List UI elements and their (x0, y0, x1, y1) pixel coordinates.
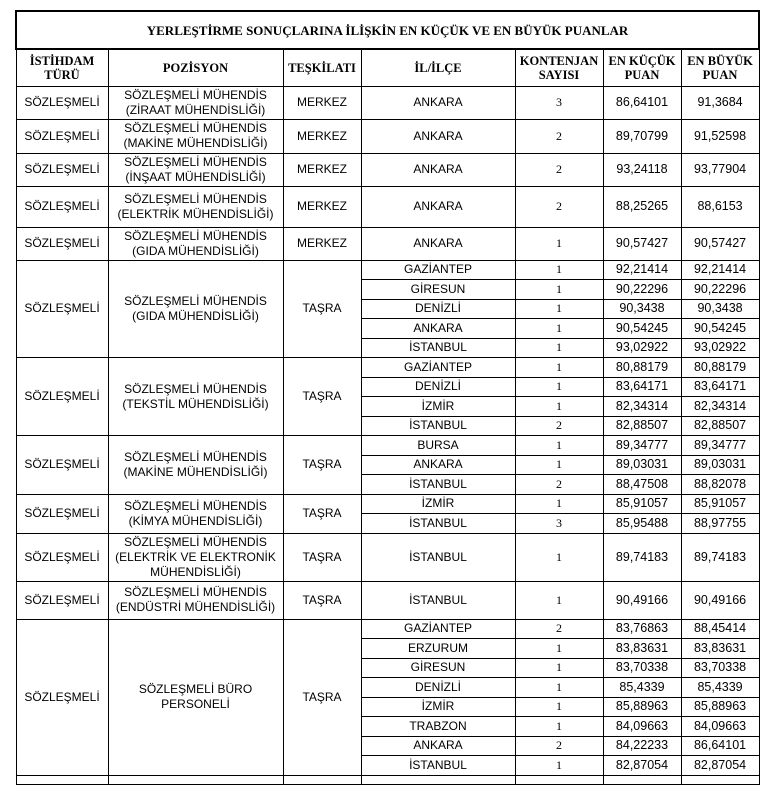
quota-cell: 2 (515, 416, 603, 436)
max-score-cell: 86,64101 (681, 736, 759, 756)
city-cell: İZMİR (361, 697, 515, 717)
quota-cell: 2 (515, 736, 603, 756)
table-row (16, 260, 759, 280)
position-cell (108, 186, 283, 227)
position-cell (108, 436, 283, 495)
employment-type-cell: SÖZLEŞMELİ (16, 186, 108, 227)
min-score-cell: 90,54245 (603, 319, 681, 339)
position-line: SÖZLEŞMELİ MÜHENDİS (124, 498, 267, 513)
quota-cell: 3 (515, 86, 603, 119)
min-score-cell: 85,95488 (603, 514, 681, 534)
organization-cell: MERKEZ (283, 86, 361, 119)
min-score-cell: 85,88963 (603, 697, 681, 717)
position-cell (108, 494, 283, 533)
quota-cell: 1 (515, 436, 603, 456)
position-line: (ELEKTRİK VE ELEKTRONİK (115, 549, 276, 564)
quota-cell: 3 (515, 514, 603, 534)
table-row (16, 533, 759, 581)
max-score-cell: 90,49166 (681, 581, 759, 619)
quota-cell: 1 (515, 260, 603, 280)
min-score-cell: 83,76863 (603, 619, 681, 639)
city-cell: ANKARA (361, 153, 515, 186)
max-score-cell: 88,6153 (681, 186, 759, 227)
min-score-cell: 89,70799 (603, 119, 681, 153)
table-row (16, 86, 759, 119)
min-score-cell: 83,83631 (603, 639, 681, 659)
city-cell: İZMİR (361, 494, 515, 514)
max-score-cell: 90,3438 (681, 299, 759, 319)
employment-type-cell: SÖZLEŞMELİ (16, 533, 108, 581)
city-cell: ANKARA (361, 736, 515, 756)
min-score-cell: 85,4339 (603, 678, 681, 698)
city-cell: GİRESUN (361, 658, 515, 678)
position-line: (GIDA MÜHENDİSLİĞİ) (132, 308, 259, 323)
max-score-cell: 83,83631 (681, 639, 759, 659)
table-row (16, 227, 759, 260)
max-score-cell: 88,97755 (681, 514, 759, 534)
city-cell: İSTANBUL (361, 338, 515, 358)
position-line: (GIDA MÜHENDİSLİĞİ) (132, 243, 259, 258)
position-line: SÖZLEŞMELİ MÜHENDİS (124, 154, 267, 169)
header-quota: KONTENJAN SAYISI (515, 49, 603, 86)
organization-cell: MERKEZ (283, 186, 361, 227)
position-line: SÖZLEŞMELİ MÜHENDİS (124, 449, 267, 464)
organization-cell: MERKEZ (283, 227, 361, 260)
max-score-cell: 91,52598 (681, 119, 759, 153)
min-score-cell: 88,47508 (603, 475, 681, 495)
quota-cell: 2 (515, 475, 603, 495)
position-line: MÜHENDİSLİĞİ) (150, 564, 241, 579)
quota-cell: 1 (515, 377, 603, 397)
max-score-cell: 83,64171 (681, 377, 759, 397)
header-employment-type: İSTİHDAM TÜRÜ (16, 49, 108, 86)
min-score-cell: 82,34314 (603, 397, 681, 417)
organization-cell: TAŞRA (283, 619, 361, 775)
organization-cell: TAŞRA (283, 358, 361, 436)
max-score-cell: 84,09663 (681, 717, 759, 737)
position-cell (108, 358, 283, 436)
table-row (16, 186, 759, 227)
min-score-cell: 86,64101 (603, 86, 681, 119)
employment-type-cell: SÖZLEŞMELİ (16, 436, 108, 495)
table-body (16, 86, 759, 775)
min-score-cell: 89,34777 (603, 436, 681, 456)
position-cell (108, 260, 283, 358)
position-cell (108, 119, 283, 153)
quota-cell: 1 (515, 280, 603, 300)
quota-cell: 1 (515, 299, 603, 319)
employment-type-cell: SÖZLEŞMELİ (16, 227, 108, 260)
quota-cell: 1 (515, 455, 603, 475)
table-row (16, 494, 759, 514)
quota-cell: 1 (515, 227, 603, 260)
min-score-cell: 90,22296 (603, 280, 681, 300)
city-cell: DENİZLİ (361, 299, 515, 319)
header-min-score: EN KÜÇÜK PUAN (603, 49, 681, 86)
header-organization: TEŞKİLATI (283, 49, 361, 86)
employment-type-cell: SÖZLEŞMELİ (16, 358, 108, 436)
max-score-cell: 80,88179 (681, 358, 759, 378)
position-line: SÖZLEŞMELİ MÜHENDİS (124, 191, 267, 206)
max-score-cell: 89,74183 (681, 533, 759, 581)
max-score-cell: 93,77904 (681, 153, 759, 186)
employment-type-cell: SÖZLEŞMELİ (16, 494, 108, 533)
quota-cell: 1 (515, 397, 603, 417)
city-cell: DENİZLİ (361, 678, 515, 698)
max-score-cell: 85,4339 (681, 678, 759, 698)
city-cell: İZMİR (361, 397, 515, 417)
organization-cell: TAŞRA (283, 581, 361, 619)
position-line: SÖZLEŞMELİ MÜHENDİS (124, 293, 267, 308)
quota-cell: 1 (515, 756, 603, 776)
min-score-cell: 90,49166 (603, 581, 681, 619)
min-score-cell: 83,70338 (603, 658, 681, 678)
header-city: İL/İLÇE (361, 49, 515, 86)
position-line: PERSONELİ (161, 697, 230, 711)
position-line: (ENDÜSTRİ MÜHENDİSLİĞİ) (115, 600, 276, 614)
quota-cell: 1 (515, 338, 603, 358)
city-cell: İSTANBUL (361, 416, 515, 436)
max-score-cell: 82,87054 (681, 756, 759, 776)
employment-type-cell: SÖZLEŞMELİ (16, 86, 108, 119)
position-cell (108, 227, 283, 260)
min-score-cell: 89,03031 (603, 455, 681, 475)
quota-cell: 1 (515, 697, 603, 717)
city-cell: GAZİANTEP (361, 260, 515, 280)
city-cell: İSTANBUL (361, 533, 515, 581)
city-cell: İSTANBUL (361, 475, 515, 495)
city-cell: ANKARA (361, 455, 515, 475)
results-table (15, 10, 760, 785)
organization-cell: TAŞRA (283, 533, 361, 581)
employment-type-cell: SÖZLEŞMELİ (16, 153, 108, 186)
max-score-cell: 89,03031 (681, 455, 759, 475)
position-line: SÖZLEŞMELİ MÜHENDİS (124, 534, 267, 549)
min-score-cell: 85,91057 (603, 494, 681, 514)
table-row (16, 119, 759, 153)
employment-type-cell: SÖZLEŞMELİ (16, 119, 108, 153)
position-line: SÖZLEŞMELİ MÜHENDİS (124, 585, 267, 599)
table-row (16, 581, 759, 619)
max-score-cell: 88,45414 (681, 619, 759, 639)
position-line: SÖZLEŞMELİ MÜHENDİS (124, 87, 267, 102)
max-score-cell: 93,02922 (681, 338, 759, 358)
min-score-cell: 82,88507 (603, 416, 681, 436)
continuation-row (16, 775, 759, 784)
quota-cell: 1 (515, 658, 603, 678)
quota-cell: 1 (515, 581, 603, 619)
quota-cell: 1 (515, 717, 603, 737)
city-cell: DENİZLİ (361, 377, 515, 397)
min-score-cell: 82,87054 (603, 756, 681, 776)
position-line: SÖZLEŞMELİ MÜHENDİS (124, 381, 267, 396)
organization-cell: MERKEZ (283, 153, 361, 186)
position-line: (TEKSTİL MÜHENDİSLİĞİ) (122, 396, 269, 411)
position-line: (İNŞAAT MÜHENDİSLİĞİ) (125, 169, 266, 184)
min-score-cell: 84,22233 (603, 736, 681, 756)
position-line: (MAKİNE MÜHENDİSLİĞİ) (123, 136, 268, 150)
max-score-cell: 85,91057 (681, 494, 759, 514)
employment-type-cell: SÖZLEŞMELİ (16, 260, 108, 358)
employment-type-cell: SÖZLEŞMELİ (16, 581, 108, 619)
position-cell (108, 86, 283, 119)
city-cell: GAZİANTEP (361, 619, 515, 639)
city-cell: BURSA (361, 436, 515, 456)
city-cell: ANKARA (361, 227, 515, 260)
organization-cell: TAŞRA (283, 436, 361, 495)
city-cell: ANKARA (361, 86, 515, 119)
city-cell: İSTANBUL (361, 514, 515, 534)
max-score-cell: 92,21414 (681, 260, 759, 280)
position-line: (ZİRAAT MÜHENDİSLİĞİ) (125, 102, 266, 117)
max-score-cell: 91,3684 (681, 86, 759, 119)
max-score-cell: 83,70338 (681, 658, 759, 678)
position-cell (108, 619, 283, 775)
header-row (16, 49, 759, 86)
max-score-cell: 82,34314 (681, 397, 759, 417)
min-score-cell: 90,57427 (603, 227, 681, 260)
organization-cell: TAŞRA (283, 494, 361, 533)
quota-cell: 1 (515, 678, 603, 698)
city-cell: İSTANBUL (361, 581, 515, 619)
table-row (16, 436, 759, 456)
min-score-cell: 90,3438 (603, 299, 681, 319)
table-row (16, 153, 759, 186)
min-score-cell: 84,09663 (603, 717, 681, 737)
quota-cell: 2 (515, 619, 603, 639)
city-cell: ANKARA (361, 119, 515, 153)
table-row (16, 358, 759, 378)
quota-cell: 1 (515, 494, 603, 514)
city-cell: ERZURUM (361, 639, 515, 659)
table-row (16, 619, 759, 639)
max-score-cell: 88,82078 (681, 475, 759, 495)
city-cell: GİRESUN (361, 280, 515, 300)
city-cell: İSTANBUL (361, 756, 515, 776)
quota-cell: 2 (515, 153, 603, 186)
employment-type-cell: SÖZLEŞMELİ (16, 619, 108, 775)
position-cell (108, 581, 283, 619)
quota-cell: 1 (515, 639, 603, 659)
city-cell: ANKARA (361, 319, 515, 339)
position-cell (108, 153, 283, 186)
quota-cell: 2 (515, 186, 603, 227)
quota-cell: 1 (515, 533, 603, 581)
position-line: (MAKİNE MÜHENDİSLİĞİ) (123, 464, 268, 479)
organization-cell: MERKEZ (283, 119, 361, 153)
quota-cell: 1 (515, 358, 603, 378)
min-score-cell: 83,64171 (603, 377, 681, 397)
header-position: POZİSYON (108, 49, 283, 86)
min-score-cell: 92,21414 (603, 260, 681, 280)
max-score-cell: 89,34777 (681, 436, 759, 456)
position-cell (108, 533, 283, 581)
header-max-score: EN BÜYÜK PUAN (681, 49, 759, 86)
organization-cell: TAŞRA (283, 260, 361, 358)
position-line: SÖZLEŞMELİ MÜHENDİS (124, 121, 267, 135)
position-line: (KİMYA MÜHENDİSLİĞİ) (128, 513, 263, 528)
quota-cell: 2 (515, 119, 603, 153)
max-score-cell: 82,88507 (681, 416, 759, 436)
title-row (16, 11, 759, 49)
min-score-cell: 80,88179 (603, 358, 681, 378)
min-score-cell: 93,24118 (603, 153, 681, 186)
city-cell: GAZİANTEP (361, 358, 515, 378)
quota-cell: 1 (515, 319, 603, 339)
position-line: (ELEKTRİK MÜHENDİSLİĞİ) (117, 206, 274, 221)
position-line: SÖZLEŞMELİ MÜHENDİS (124, 228, 267, 243)
table-title: YERLEŞTİRME SONUÇLARINA İLİŞKİN EN KÜÇÜK VE EN BÜYÜK PUANLAR (16, 11, 759, 49)
min-score-cell: 89,74183 (603, 533, 681, 581)
city-cell: TRABZON (361, 717, 515, 737)
max-score-cell: 85,88963 (681, 697, 759, 717)
city-cell: ANKARA (361, 186, 515, 227)
min-score-cell: 93,02922 (603, 338, 681, 358)
max-score-cell: 90,54245 (681, 319, 759, 339)
position-line: SÖZLEŞMELİ BÜRO (138, 682, 253, 696)
min-score-cell: 88,25265 (603, 186, 681, 227)
max-score-cell: 90,57427 (681, 227, 759, 260)
max-score-cell: 90,22296 (681, 280, 759, 300)
